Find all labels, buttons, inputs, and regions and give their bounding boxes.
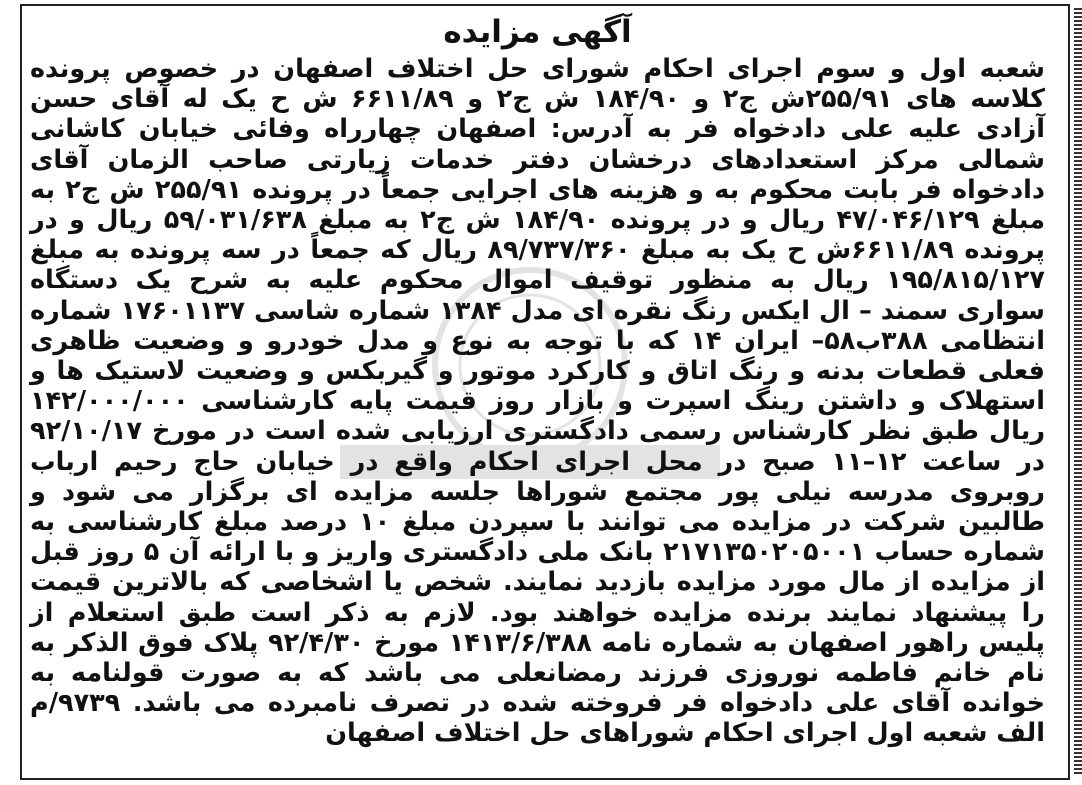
auction-notice — [30, 10, 1045, 749]
notice-title: آگهی مزایده — [443, 14, 632, 50]
notice-body: شعبه اول و سوم اجرای احکام شورای حل اختلاف اصفهان در خصوص پرونده کلاسه های ۲۵۵/۹۱ش ج۲ و ۱۸۴/۹۰ ش ج۲ و ۶۶۱۱/۸۹ ش ح یک له آقای حسن آزادی علیه علی دادخواه فر به آدرس: اصفهان چهارراه وفائی خیابان کاشانی شمالی مرکز استعدادهای درخشان دفتر خدمات زیارتی صاحب الزمان آقای دادخواه فر بابت محکوم به و هزینه های اجرایی جمعاً در پرونده ۲۵۵/۹۱ ش ج۲ به مبلغ ۴۷/۰۴۶/۱۲۹ ریال و در پرونده ۱۸۴/۹۰ ش ج۲ به مبلغ ۵۹/۰۳۱/۶۳۸ ریال و در پرونده ۶۶۱۱/۸۹ش ح یک به مبلغ ۸۹/۷۳۷/۳۶۰ ریال که جمعاً در سه پرونده به مبلغ ۱۹۵/۸۱۵/۱۲۷ ریال به منظور توقیف اموال محکوم علیه به شرح یک دستگاه سواری سمند – ال ایکس رنگ نقره ای مدل ۱۳۸۴ شماره شاسی ۱۷۶۰۱۱۳۷ شماره انتظامی ۳۸۸ب۵۸– ایران ۱۴ که با توجه به نوع و مدل خودرو و وضعیت ظاهری فعلی قطعات بدنه و رنگ اتاق و کارکرد موتور و گیربکس و وضعیت لاستیک ها و استهلاک و داشتن رینگ اسپرت و بازار روز قیمت پایه کارشناسی ۱۴۲/۰۰۰/۰۰۰ ریال طبق نظر کارشناس رسمی دادگستری ارزیابی شده است در مورخ ۹۲/۱۰/۱۷ در ساعت ۱۲–۱۱ صبح در محل اجرای احکام واقع در خیابان حاج رحیم ارباب روبروی مدرسه نیلی پور مجتمع شوراها جلسه مزایده ای برگزار می شود و طالبین شرکت در مزایده می توانند با سپردن مبلغ ۱۰ درصد مبلغ کارشناسی به شماره حساب ۲۱۷۱۳۵۰۲۰۵۰۰۱ بانک ملی دادگستری واریز و با ارائه آن ۵ روز قبل از مزایده از مال مورد مزایده بازدید نمایند. شخص یا اشخاصی که بالاترین قیمت را پیشنهاد نمایند برنده مزایده خواهند بود. لازم به ذکر است طبق استعلام از پلیس راهور اصفهان به شماره نامه ۱۴۱۳/۶/۳۸۸ مورخ ۹۲/۴/۳۰ پلاک فوق الذکر به نام خانم فاطمه نوروزی فرزند رمضانعلی می باشد که به صورت قولنامه به خوانده آقای علی دادخواه فر فروخته شده در تصرف نامبرده می باشد. ۹۷۳۹/م الف شعبه اول اجرای احکام شوراهای حل اختلاف اصفهان — [30, 54, 1046, 749]
page-edge-rule — [1074, 8, 1082, 776]
